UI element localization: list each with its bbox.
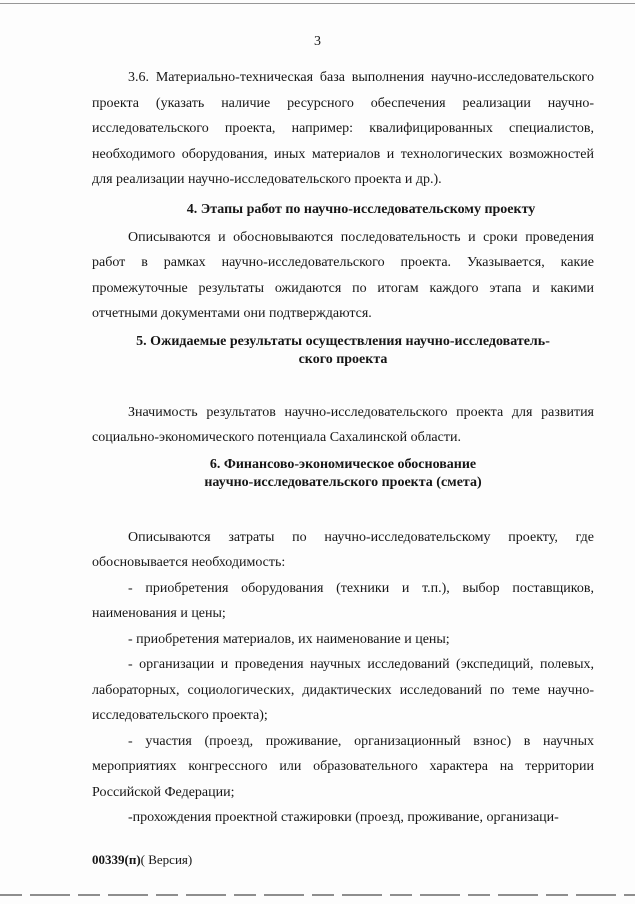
- bottom-border-line: [0, 894, 635, 896]
- list-item-research: - организации и проведения научных исследований (экспедиций, полевых, лабораторных, социологических, дидактических исследований по теме научно-исследовательского проекта);: [92, 657, 594, 723]
- heading-section-6-line2: научно-исследовательского проекта (смета): [204, 474, 482, 490]
- heading-section-5-line2: ского проекта: [298, 351, 388, 367]
- paragraph-section-4: Описываются и обосновываются последовательность и сроки проведения работ в рамках научно-исследовательского проекта. Указывается, какие промежуточные результаты ожидаются по итогам каждого этапа и какими отчетными документами они подтверждаются.: [92, 229, 594, 321]
- heading-section-5-line1: 5. Ожидаемые результаты осуществления научно-исследователь-: [136, 333, 550, 349]
- paragraph-section-6-intro: Описываются затраты по научно-исследовательскому проекту, где обосновывается необходимость:: [92, 529, 594, 570]
- heading-section-5: [92, 333, 594, 369]
- footer-code: 00339(п): [92, 852, 141, 867]
- list-item-internship: -прохождения проектной стажировки (проезд, проживание, организаци-: [128, 810, 559, 825]
- document-body: [92, 65, 594, 831]
- top-border-line: [0, 3, 635, 4]
- list-item-equipment: - приобретения оборудования (техники и т.п.), выбор поставщиков, наименования и цены;: [92, 580, 594, 621]
- list-item-materials: - приобретения материалов, их наименование и цены;: [128, 631, 450, 647]
- heading-section-4: 4. Этапы работ по научно-исследовательскому проекту: [186, 201, 536, 217]
- list-item-events: - участия (проезд, проживание, организационный взнос) в научных мероприятиях конгрессного или образовательного характера на территории Российской Федерации;: [92, 733, 594, 800]
- heading-section-6-line1: 6. Финансово-экономическое обоснование: [209, 456, 477, 472]
- heading-section-6: [92, 456, 594, 492]
- footer-version: [92, 852, 192, 868]
- page-number: 3: [314, 34, 321, 49]
- paragraph-section-5: Значимость результатов научно-исследовательского проекта для развития социально-экономического потенциала Сахалинской области.: [92, 404, 594, 445]
- footer-version-label: ( Версия): [140, 852, 193, 867]
- paragraph-3-6: 3.6. Материально-техническая база выполнения научно-исследовательского проекта (указать наличие ресурсного обеспечения реализации научно-исследовательского проекта, например: квалифицированных специалистов, необходимого оборудования, иных материалов и технологических возможностей для реализации научно-исследовательского проекта и др.).: [92, 70, 594, 187]
